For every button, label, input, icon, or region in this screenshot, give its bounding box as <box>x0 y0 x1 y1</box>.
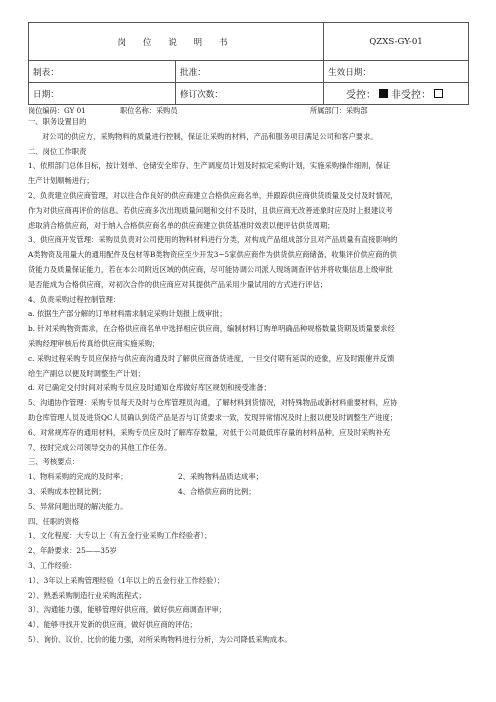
paragraph-line: 5）、询价、议价、比价的能力强，对所采购物料进行分析，为公司降低采购成本。 <box>28 634 292 644</box>
document-code: QZXS-GY-01 <box>324 23 469 61</box>
paragraph-line: 5、异常问题出现的解决能力。 <box>28 501 128 511</box>
assessment-row <box>28 470 468 485</box>
paragraph-line: 2、年龄要求：25——35岁 <box>28 546 117 556</box>
paragraph-line: 4）、能够寻找开发新的供应商，做好供应商的评估； <box>28 620 197 630</box>
section-heading: 二、岗位工作职责 <box>28 146 87 156</box>
section-heading: 三、考核要点： <box>28 457 80 467</box>
paragraph-line: 3、工作经验： <box>28 560 77 570</box>
paragraph-line: 1、依照部门总体目标，按计划单、仓储安全库存、生产调度员计划及时拟定采购计划，实施采购操作细则，保证 <box>28 161 391 171</box>
date-field: 日期： <box>29 83 176 105</box>
paragraph-line: 5、沟通协作管理：采购专员每天及时与仓库管理员沟通，了解材料到货情况，对特殊物品或新材料重要材料，应协 <box>28 398 398 408</box>
approved-by-field: 批准： <box>176 61 324 83</box>
uncontrolled-label: 非受控： <box>391 90 431 101</box>
paragraph-line: 2、负责建立供应商管理，对以往合作良好的供应商建立合格供应商名单，并跟踪供应商供货质量及交付及时情况， <box>28 190 398 200</box>
controlled-checkbox[interactable] <box>379 89 388 98</box>
post-code: 岗位编码：GY 01 <box>28 106 86 115</box>
paragraph-line: 虑取消合格供应商，对于纳入合格供应商名单的供应商建立供货基准时效表以便评估供货周期； <box>28 220 335 230</box>
paragraph-line: a. 依据生产部分解的订单材料需求制定采购计划报上级审批； <box>28 309 227 319</box>
paragraph-line: 1）、3年以上采购管理经验（1年以上的五金行业工作经验）； <box>28 575 225 585</box>
paragraph-line: 货能力及质量保证能力，若在本公司附近区域的供应商，尽可能协调公司派人现场调查评估并将收集信息上级审批 <box>28 264 393 274</box>
paragraph-line: 生产计划顺畅进行； <box>28 176 94 186</box>
paragraph-line: 助仓库管理人员及进货QC人员确认到货产品是否与订货要求一致，发现异常情况及时上报以便及时调整生产进度； <box>28 412 398 422</box>
paragraph-line: A类物资及用量大的通用配件及包材等B类物资应至少开发3~5家供应商作为供货供应商储备，收集评价供应商的供 <box>28 250 397 260</box>
paragraph-line: d. 对已确定交付时间对采购专员应及时通知仓库做好库区规划和接受准备； <box>28 383 271 393</box>
post-name: 职位名称：采购员 <box>120 106 178 115</box>
revision-count-field: 修订次数： <box>176 83 324 105</box>
document-body <box>28 115 468 648</box>
paragraph-line: 是否能成为合格供应商，对初次合作的供应商应对其提供产品采用少量试用的方式进行评估； <box>28 279 328 289</box>
paragraph-line: 作为对供应商再评价的信息。若供应商多次出现质量问题和交付不及时，且供应商无改善迹象时应及时上报建议考 <box>28 205 393 215</box>
assessment-item: 2、采购物料品质达成率； <box>178 472 263 482</box>
prepared-by-field: 制表： <box>29 61 176 83</box>
document-title: 岗 位 说 明 书 <box>29 23 324 61</box>
assessment-item: 4、合格供应商的比例； <box>178 486 256 496</box>
paragraph-line: 2）、熟悉采购制造行业采购流程式； <box>28 590 146 600</box>
paragraph-line: 3）、沟通能力强，能够管理好供应商，做好供应商调查评审； <box>28 605 227 615</box>
section-heading: 四、任职的资格 <box>28 516 80 526</box>
paragraph-line: 6、对常规库存的通用材料，采购专员应及时了解库存数量，对低于公司最低库存量的材料品种，应及时采购补充 <box>28 427 391 437</box>
job-description-page <box>28 22 468 648</box>
paragraph-line: b. 针对采购物资需求，在合格供应商名单中选择相应供应商，编制材料订购单明确品种规格数量货期及质量要求经 <box>28 324 395 334</box>
assessment-item: 3、采购成本控制比例； <box>28 486 106 496</box>
uncontrolled-checkbox[interactable] <box>434 89 443 98</box>
paragraph-line: 7、按时完成公司领导交办的其他工作任务。 <box>28 442 172 452</box>
post-meta-row <box>28 106 468 115</box>
section-heading: 一、职务设置目的 <box>28 117 87 126</box>
paragraph-line: 给生产副总以便及时调整生产计划； <box>28 368 145 378</box>
paragraph-line: 对公司的供应方、采购物料的质量进行控制，保证让采购的材料，产品和服务项目满足公司和客户要求。 <box>42 131 378 141</box>
paragraph-line: 1、文化程度：大专以上（有五金行业采购工作经验者）； <box>28 531 212 541</box>
paragraph-line: 采购经理审核后传真给供应商实施采购； <box>28 338 160 348</box>
paragraph-line: c. 采购过程采购专员应保持与供应商沟通及时了解供应商备货进度，一旦交付期有延误的迹象，应及时跟催并反馈 <box>28 353 395 363</box>
controlled-label: 受控： <box>346 90 376 101</box>
effective-date-field: 生效日期： <box>324 61 469 83</box>
assessment-row <box>28 485 468 500</box>
paragraph-line: 3、供应商开发管理：采购员负责对公司使用的物料材料进行分类，对构成产品组成部分且对产品质量有直接影响的 <box>28 235 398 245</box>
paragraph-line: 4、负责采购过程控制管理： <box>28 294 121 304</box>
header-table <box>28 22 469 105</box>
control-status-field <box>324 83 469 105</box>
department: 所属部门：采购部 <box>310 106 368 115</box>
assessment-item: 1、物料采购的完成的及时率； <box>28 472 128 482</box>
